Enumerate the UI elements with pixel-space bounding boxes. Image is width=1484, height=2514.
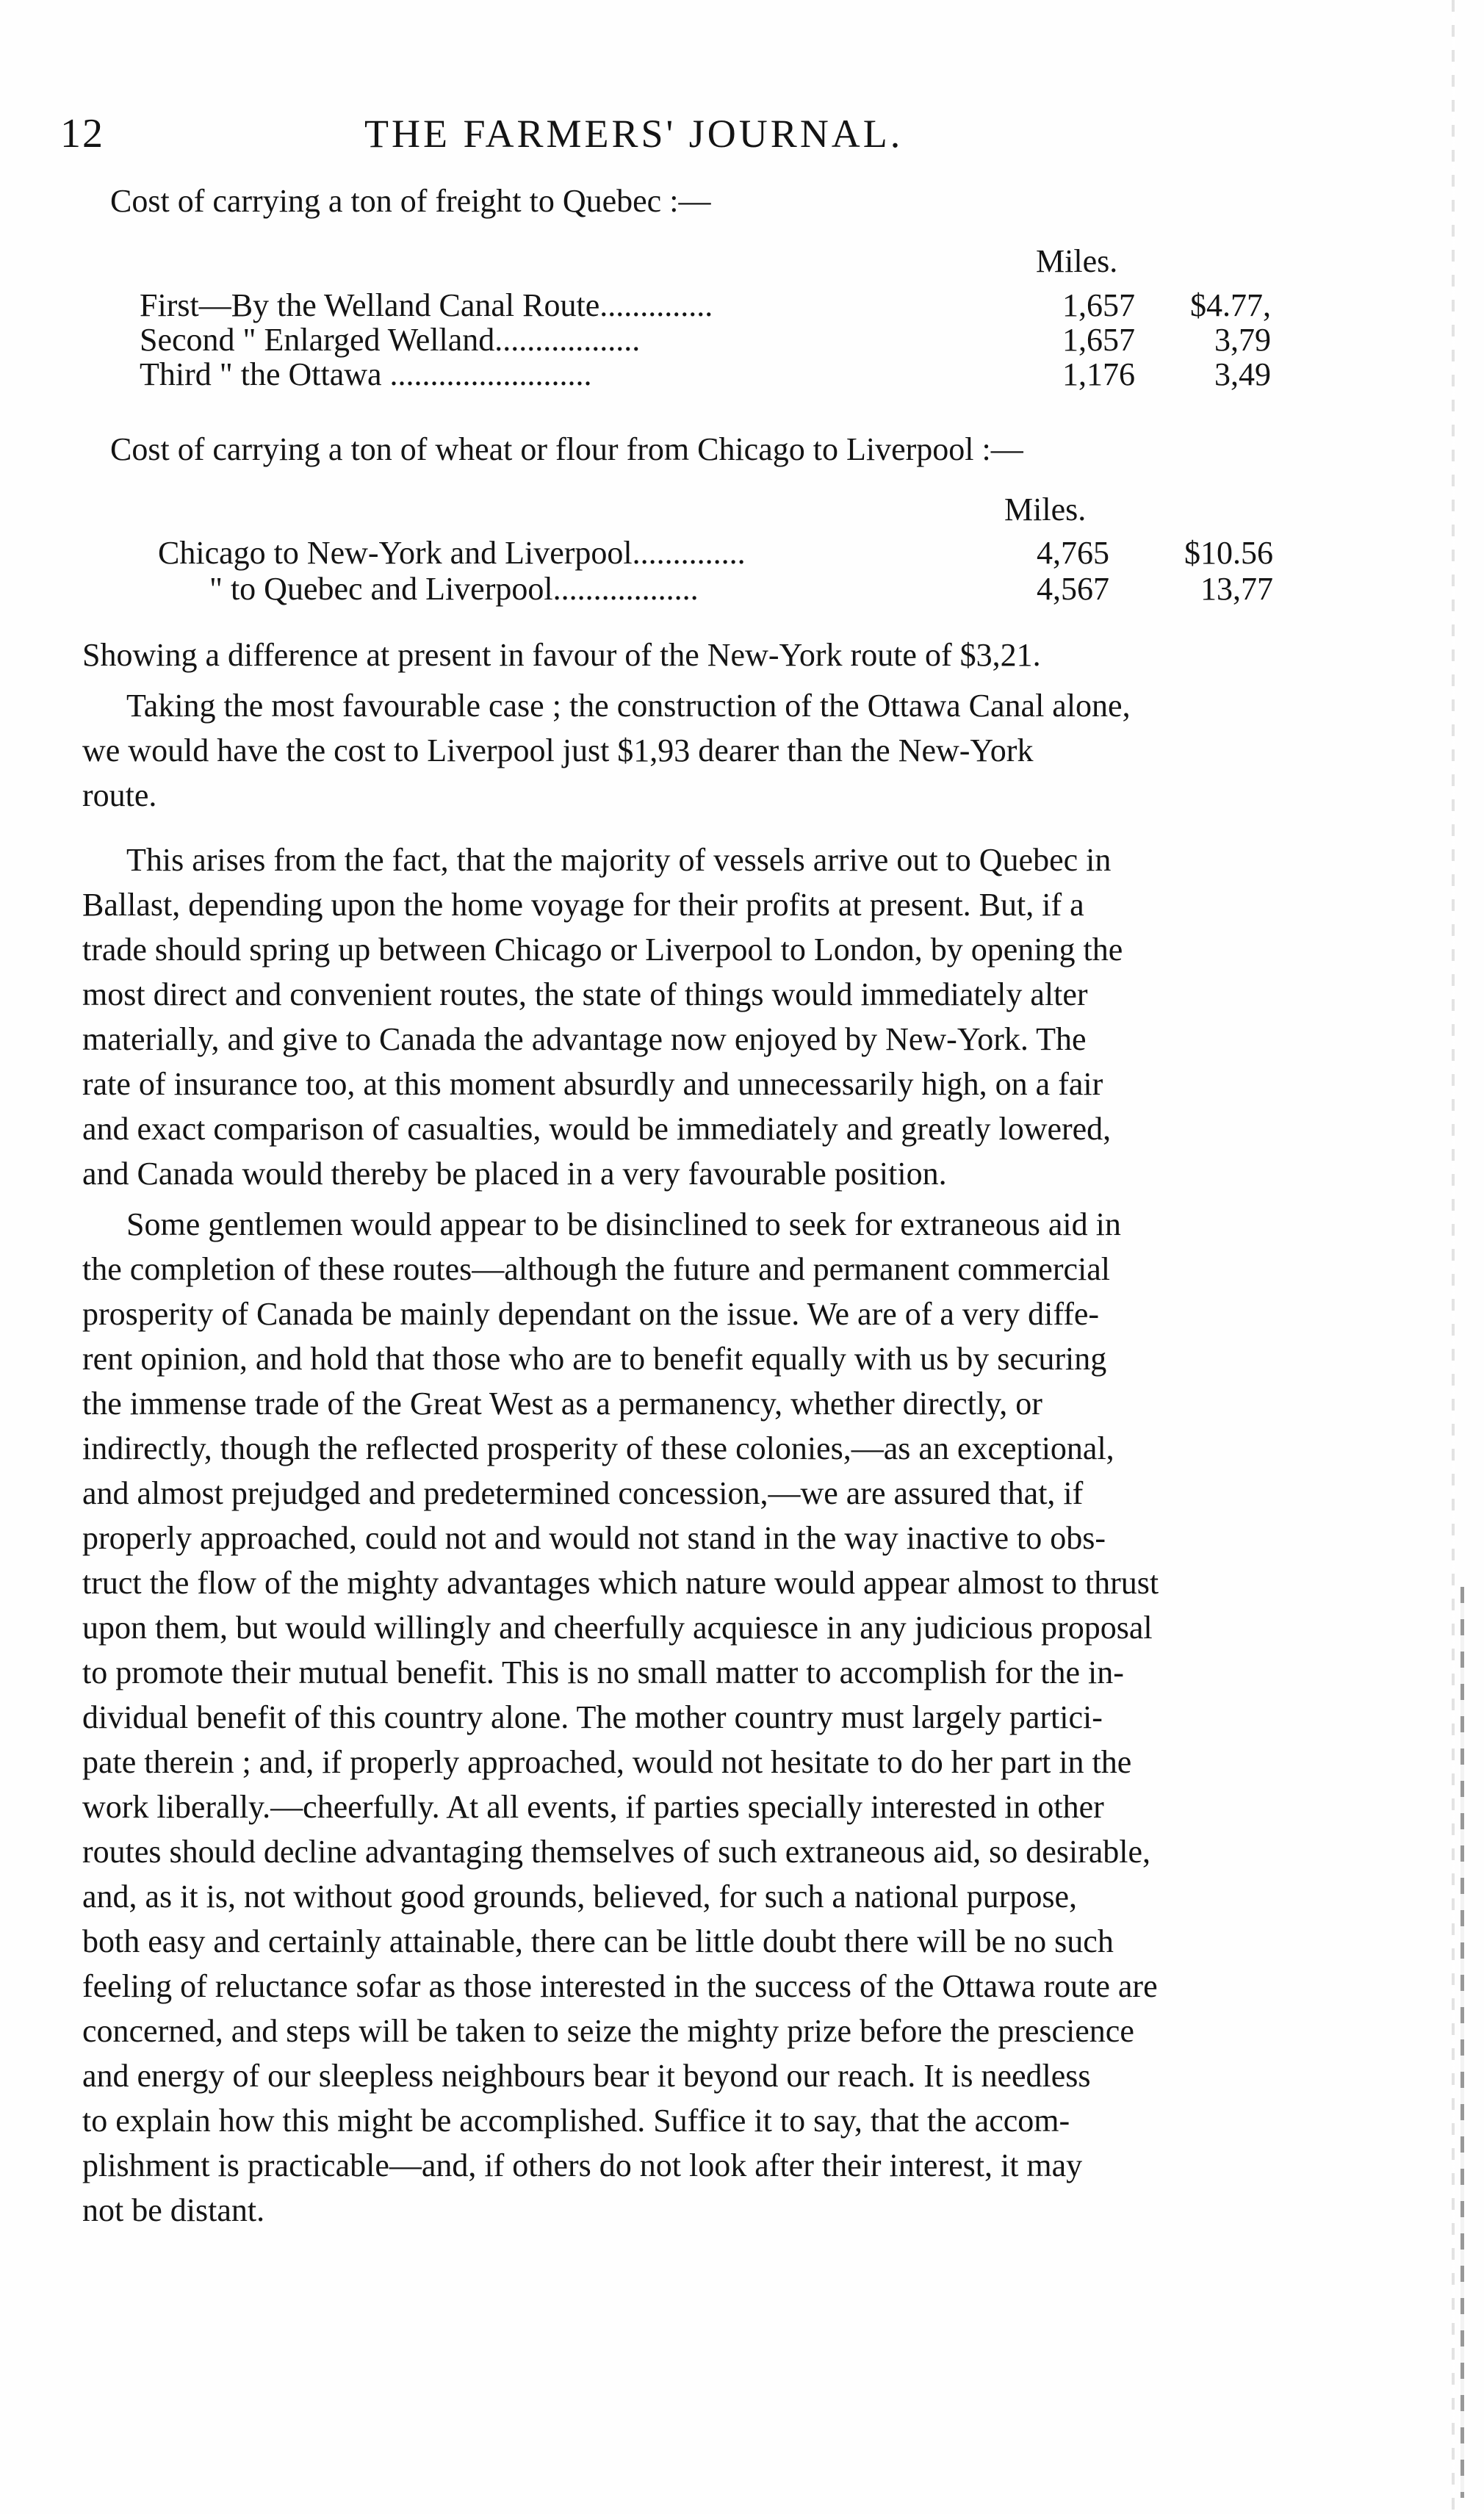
wheat-row-miles: 4,765	[1037, 535, 1109, 571]
paragraph-line: Taking the most favourable case ; the construction of the Ottawa Canal alone,	[126, 688, 1131, 724]
paragraph-line: concerned, and steps will be taken to seize the mighty prize before the prescience	[82, 2013, 1134, 2049]
freight-row	[140, 287, 1300, 325]
freight-cost-table	[140, 242, 1300, 393]
paragraph-line: trade should spring up between Chicago or Liverpool to London, by opening the	[82, 932, 1123, 968]
freight-row	[140, 356, 1300, 394]
paragraph-line: Ballast, depending upon the home voyage for their profits at present. But, if a	[82, 887, 1084, 923]
paragraph-line: upon them, but would willingly and cheerfully acquiesce in any judicious proposal	[82, 1610, 1153, 1646]
paragraph-line: and exact comparison of casualties, would be immediately and greatly lowered,	[82, 1111, 1112, 1147]
freight-row-cost: $4.77,	[1190, 287, 1271, 323]
taking-paragraph	[82, 683, 1346, 818]
paragraph-line: and Canada would thereby be placed in a very favourable position.	[82, 1156, 947, 1192]
page-header	[60, 113, 971, 157]
paragraph-line: the immense trade of the Great West as a permanency, whether directly, or	[82, 1386, 1042, 1422]
paragraph-line: rent opinion, and hold that those who are to benefit equally with us by securing	[82, 1341, 1107, 1377]
wheat-row-label: " to Quebec and Liverpool..................	[209, 571, 699, 607]
freight-row-cost: 3,49	[1214, 356, 1271, 392]
freight-row-miles: 1,657	[1062, 322, 1135, 358]
paragraph-line: and almost prejudged and predetermined concession,—we are assured that, if	[82, 1475, 1084, 1511]
wheat-cost-table	[158, 491, 1319, 605]
freight-row	[140, 321, 1300, 359]
freight-miles-heading: Miles.	[1036, 243, 1118, 279]
paragraph-line: and energy of our sleepless neighbours bear it beyond our reach. It is needless	[82, 2058, 1091, 2094]
difference-paragraph: Showing a difference at present in favour of the New-York route of $3,21.	[82, 637, 1041, 673]
paragraph-line: This arises from the fact, that the majority of vessels arrive out to Quebec in	[126, 842, 1112, 878]
paragraph-line: work liberally.—cheerfully. At all events, if parties specially interested in other	[82, 1789, 1104, 1825]
paragraph-line: dividual benefit of this country alone. The mother country must largely partici-	[82, 1699, 1103, 1735]
page-edge-binding-mark	[1460, 1587, 1464, 2498]
page-number: 12	[60, 111, 104, 156]
paragraph-line: most direct and convenient routes, the state of things would immediately alter	[82, 976, 1088, 1012]
some-gentlemen-paragraph	[82, 1202, 1346, 2233]
freight-row-miles: 1,176	[1062, 356, 1135, 392]
paragraph-line: we would have the cost to Liverpool just $1,93 dearer than the New-York	[82, 732, 1034, 768]
wheat-table-intro: Cost of carrying a ton of wheat or flour from Chicago to Liverpool :—	[110, 431, 1023, 467]
paragraph-line: truct the flow of the mighty advantages which nature would appear almost to thrust	[82, 1565, 1159, 1601]
wheat-row-cost: 13,77	[1200, 571, 1273, 607]
freight-row-miles: 1,657	[1062, 287, 1135, 323]
wheat-miles-heading: Miles.	[1004, 491, 1087, 527]
paragraph-line: routes should decline advantaging themselves of such extraneous aid, so desirable,	[82, 1834, 1151, 1870]
freight-row-cost: 3,79	[1214, 322, 1271, 358]
paragraph-line: plishment is practicable—and, if others do not look after their interest, it may	[82, 2147, 1083, 2183]
paragraph-line: both easy and certainly attainable, there can be little doubt there will be no such	[82, 1923, 1114, 1959]
wheat-row-miles: 4,567	[1037, 571, 1109, 607]
paragraph-line: prosperity of Canada be mainly dependant on the issue. We are of a very diffe-	[82, 1296, 1100, 1332]
paragraph-line: route.	[82, 777, 157, 813]
wheat-row	[209, 570, 1370, 608]
wheat-row	[158, 534, 1319, 572]
paragraph-line: the completion of these routes—although the future and permanent commercial	[82, 1251, 1110, 1287]
freight-row-label: First—By the Welland Canal Route..............	[140, 287, 713, 323]
running-head-title: THE FARMERS' JOURNAL.	[364, 112, 904, 156]
freight-row-label: Third " the Ottawa .........................	[140, 356, 592, 392]
paragraph-line: not be distant.	[82, 2192, 265, 2228]
paragraph-line: properly approached, could not and would not stand in the way inactive to obs-	[82, 1520, 1106, 1556]
paragraph-line: and, as it is, not without good grounds, believed, for such a national purpose,	[82, 1879, 1077, 1915]
paragraph-line: to explain how this might be accomplished. Suffice it to say, that the accom-	[82, 2103, 1070, 2139]
freight-row-label: Second " Enlarged Welland..................	[140, 322, 641, 358]
paragraph-line: materially, and give to Canada the advantage now enjoyed by New-York. The	[82, 1021, 1087, 1057]
paragraph-line: indirectly, though the reflected prosperity of these colonies,—as an exceptional,	[82, 1430, 1114, 1466]
wheat-row-label: Chicago to New-York and Liverpool..............	[158, 535, 746, 571]
paragraph-line: feeling of reluctance sofar as those interested in the success of the Ottawa route are	[82, 1968, 1158, 2004]
page-edge-shadow	[1452, 0, 1455, 2514]
paragraph-line: pate therein ; and, if properly approached, would not hesitate to do her part in the	[82, 1744, 1132, 1780]
paragraph-line: rate of insurance too, at this moment absurdly and unnecessarily high, on a fair	[82, 1066, 1103, 1102]
wheat-row-cost: $10.56	[1184, 535, 1273, 571]
this-arises-paragraph	[82, 838, 1346, 1196]
freight-table-intro: Cost of carrying a ton of freight to Quebec :—	[110, 183, 711, 219]
paragraph-line: Some gentlemen would appear to be disinclined to seek for extraneous aid in	[126, 1206, 1121, 1242]
paragraph-line: to promote their mutual benefit. This is no small matter to accomplish for the in-	[82, 1654, 1124, 1690]
